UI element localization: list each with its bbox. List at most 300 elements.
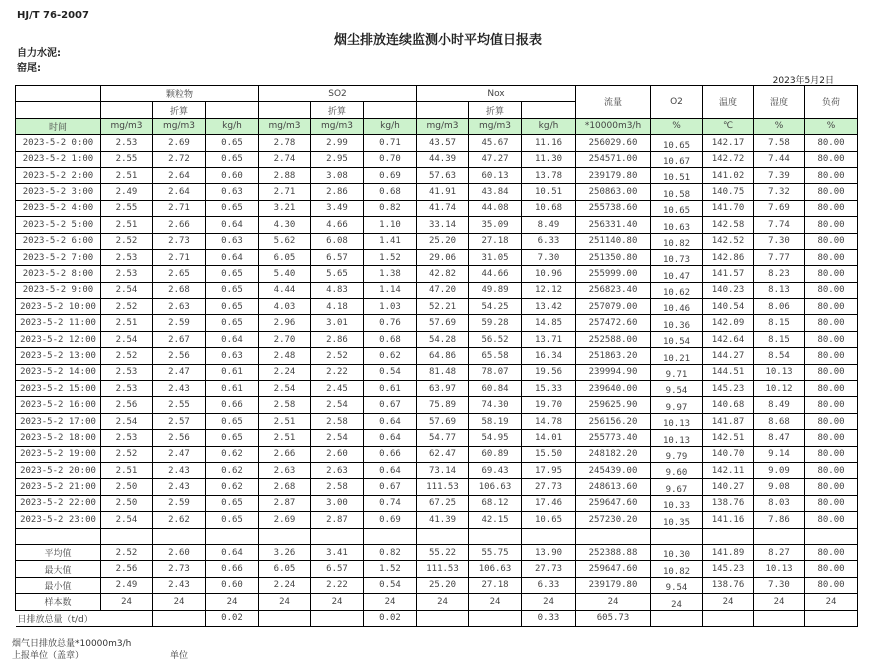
table-cell: 80.00	[805, 249, 858, 265]
table-cell: 248182.20	[576, 446, 651, 462]
table-cell: 2.56	[101, 397, 153, 413]
table-cell: 2.43	[153, 462, 206, 478]
row-label: 2023-5-2 22:00	[16, 495, 101, 511]
table-cell: 2.51	[101, 167, 153, 183]
table-cell: 7.44	[754, 151, 805, 167]
table-cell: 80.00	[805, 348, 858, 364]
table-cell: 33.14	[417, 217, 469, 233]
table-cell: 6.57	[311, 561, 364, 577]
table-cell: 141.57	[703, 266, 754, 282]
table-cell: 31.05	[469, 249, 522, 265]
table-cell: 80.00	[805, 479, 858, 495]
table-cell: 6.05	[259, 249, 311, 265]
table-cell: 10.30	[651, 544, 703, 560]
stats-row	[16, 594, 858, 610]
table-cell: 2.74	[259, 151, 311, 167]
table-cell: 2.22	[311, 577, 364, 593]
table-cell: 55.75	[469, 544, 522, 560]
flow-total: 605.73	[576, 610, 651, 626]
table-cell: 47.20	[417, 282, 469, 298]
table-cell: 140.54	[703, 299, 754, 315]
table-cell: 80.00	[805, 495, 858, 511]
table-cell: 24	[364, 594, 417, 610]
table-cell: 2.59	[153, 495, 206, 511]
table-cell: 106.63	[469, 561, 522, 577]
table-cell: 2.52	[101, 348, 153, 364]
table-cell: 3.08	[311, 167, 364, 183]
table-row	[16, 462, 858, 478]
row-label: 2023-5-2 12:00	[16, 331, 101, 347]
blank-cell	[153, 610, 206, 626]
table-row	[16, 167, 858, 183]
table-cell: 10.54	[651, 331, 703, 347]
table-cell: 142.51	[703, 430, 754, 446]
table-cell: 0.54	[364, 364, 417, 380]
table-cell: 8.49	[754, 397, 805, 413]
table-cell: 0.62	[364, 348, 417, 364]
table-cell: 24	[311, 594, 364, 610]
table-cell: 9.97	[651, 397, 703, 413]
table-cell: 2.63	[259, 462, 311, 478]
table-cell: 0.74	[364, 495, 417, 511]
standard-code: HJ/T 76-2007	[17, 10, 89, 21]
table-cell: 239179.80	[576, 167, 651, 183]
table-cell: 2.54	[101, 512, 153, 528]
table-cell: 4.18	[311, 299, 364, 315]
table-cell: 25.20	[417, 233, 469, 249]
blank-cell	[703, 610, 754, 626]
table-cell: 2.68	[259, 479, 311, 495]
row-label: 2023-5-2 13:00	[16, 348, 101, 364]
table-cell: 41.39	[417, 512, 469, 528]
table-cell: 2.43	[153, 577, 206, 593]
table-cell: 7.30	[754, 233, 805, 249]
table-cell: 0.64	[206, 217, 259, 233]
table-cell: 2.96	[259, 315, 311, 331]
table-cell: 248613.60	[576, 479, 651, 495]
table-cell: 0.64	[364, 430, 417, 446]
table-cell: 4.66	[311, 217, 364, 233]
table-cell: 8.03	[754, 495, 805, 511]
table-cell: 80.00	[805, 397, 858, 413]
table-cell: 2.50	[101, 495, 153, 511]
table-cell: 0.63	[206, 233, 259, 249]
header-temperature: 温度	[703, 86, 754, 119]
table-cell: 0.65	[206, 430, 259, 446]
table-cell: 2.60	[153, 544, 206, 560]
table-cell: 60.89	[469, 446, 522, 462]
table-cell: 1.41	[364, 233, 417, 249]
table-cell: 49.89	[469, 282, 522, 298]
table-cell: 140.27	[703, 479, 754, 495]
table-cell: 251140.80	[576, 233, 651, 249]
table-cell: 10.65	[522, 512, 576, 528]
table-cell: 0.62	[206, 462, 259, 478]
table-cell: 2.55	[153, 397, 206, 413]
table-cell: 2.56	[101, 561, 153, 577]
table-cell: 1.10	[364, 217, 417, 233]
blank-cell	[805, 610, 858, 626]
table-cell: 9.08	[754, 479, 805, 495]
table-cell: 0.82	[364, 544, 417, 560]
table-cell: 257079.00	[576, 299, 651, 315]
table-cell: 80.00	[805, 282, 858, 298]
table-cell: 142.58	[703, 217, 754, 233]
table-cell: 256029.60	[576, 135, 651, 151]
table-cell: 44.66	[469, 266, 522, 282]
header-blank	[16, 102, 101, 118]
blank-cell	[576, 528, 651, 544]
table-cell: 10.73	[651, 249, 703, 265]
table-cell: 2.88	[259, 167, 311, 183]
table-cell: 0.65	[206, 413, 259, 429]
table-cell: 142.72	[703, 151, 754, 167]
table-cell: 4.83	[311, 282, 364, 298]
table-cell: 257472.60	[576, 315, 651, 331]
unit-cell: ℃	[703, 118, 754, 134]
table-cell: 0.68	[364, 184, 417, 200]
unit-cell: %	[754, 118, 805, 134]
unit-cell: kg/h	[522, 118, 576, 134]
table-cell: 24	[417, 594, 469, 610]
table-cell: 3.00	[311, 495, 364, 511]
table-cell: 141.87	[703, 413, 754, 429]
row-label: 2023-5-2 2:00	[16, 167, 101, 183]
table-cell: 254571.00	[576, 151, 651, 167]
table-cell: 111.53	[417, 479, 469, 495]
table-cell: 69.43	[469, 462, 522, 478]
table-cell: 140.23	[703, 282, 754, 298]
table-cell: 9.54	[651, 577, 703, 593]
table-cell: 144.51	[703, 364, 754, 380]
table-cell: 255999.00	[576, 266, 651, 282]
table-cell: 3.21	[259, 200, 311, 216]
table-cell: 24	[703, 594, 754, 610]
table-cell: 2.63	[311, 462, 364, 478]
blank-cell	[259, 610, 311, 626]
table-cell: 27.18	[469, 233, 522, 249]
table-cell: 142.17	[703, 135, 754, 151]
table-cell: 6.33	[522, 577, 576, 593]
table-cell: 8.15	[754, 315, 805, 331]
table-cell: 80.00	[805, 364, 858, 380]
table-cell: 80.00	[805, 577, 858, 593]
blank-cell	[522, 528, 576, 544]
table-cell: 141.16	[703, 512, 754, 528]
table-cell: 0.65	[206, 512, 259, 528]
row-label: 最大值	[16, 561, 101, 577]
table-row	[16, 331, 858, 347]
table-cell: 2.49	[101, 184, 153, 200]
unit-cell: mg/m3	[311, 118, 364, 134]
table-cell: 8.23	[754, 266, 805, 282]
table-cell: 2.71	[153, 249, 206, 265]
row-label: 2023-5-2 21:00	[16, 479, 101, 495]
table-cell: 13.78	[522, 167, 576, 183]
table-cell: 2.99	[311, 135, 364, 151]
table-cell: 0.76	[364, 315, 417, 331]
table-cell: 255738.60	[576, 200, 651, 216]
table-row	[16, 233, 858, 249]
table-cell: 80.00	[805, 299, 858, 315]
unit-cell: mg/m3	[153, 118, 206, 134]
header-blank	[417, 102, 469, 118]
header-row-groups	[16, 86, 858, 102]
table-cell: 2.52	[101, 233, 153, 249]
table-cell: 145.23	[703, 381, 754, 397]
table-cell: 2.64	[153, 184, 206, 200]
table-cell: 80.00	[805, 544, 858, 560]
table-cell: 47.27	[469, 151, 522, 167]
table-cell: 250863.00	[576, 184, 651, 200]
table-cell: 55.22	[417, 544, 469, 560]
so2-total: 0.02	[364, 610, 417, 626]
unit-cell: mg/m3	[259, 118, 311, 134]
table-cell: 10.13	[651, 413, 703, 429]
table-row	[16, 348, 858, 364]
table-cell: 2.71	[259, 184, 311, 200]
row-label: 2023-5-2 8:00	[16, 266, 101, 282]
table-cell: 6.33	[522, 233, 576, 249]
table-cell: 52.21	[417, 299, 469, 315]
table-cell: 2.67	[153, 331, 206, 347]
table-cell: 1.52	[364, 249, 417, 265]
table-cell: 10.35	[651, 512, 703, 528]
row-label: 2023-5-2 9:00	[16, 282, 101, 298]
table-cell: 24	[259, 594, 311, 610]
table-cell: 2.62	[153, 512, 206, 528]
row-label: 2023-5-2 11:00	[16, 315, 101, 331]
blank-row	[16, 528, 858, 544]
table-cell: 0.61	[206, 381, 259, 397]
stats-row	[16, 544, 858, 560]
table-cell: 15.33	[522, 381, 576, 397]
table-cell: 0.67	[364, 479, 417, 495]
table-cell: 2.95	[311, 151, 364, 167]
table-cell: 24	[101, 594, 153, 610]
table-cell: 142.86	[703, 249, 754, 265]
header-converted-particulate: 折算	[153, 102, 206, 118]
blank-cell	[364, 528, 417, 544]
table-cell: 27.18	[469, 577, 522, 593]
table-row	[16, 397, 858, 413]
table-cell: 41.91	[417, 184, 469, 200]
blank-cell	[206, 528, 259, 544]
table-row	[16, 184, 858, 200]
table-cell: 10.68	[522, 200, 576, 216]
table-cell: 6.05	[259, 561, 311, 577]
table-cell: 2.50	[101, 479, 153, 495]
row-label: 2023-5-2 16:00	[16, 397, 101, 413]
header-load: 负荷	[805, 86, 858, 119]
table-cell: 14.78	[522, 413, 576, 429]
table-cell: 80.00	[805, 151, 858, 167]
table-cell: 24	[153, 594, 206, 610]
table-cell: 58.19	[469, 413, 522, 429]
table-cell: 10.65	[651, 135, 703, 151]
table-cell: 9.67	[651, 479, 703, 495]
table-cell: 73.14	[417, 462, 469, 478]
table-cell: 2.60	[311, 446, 364, 462]
table-cell: 2.69	[153, 135, 206, 151]
table-cell: 2.43	[153, 479, 206, 495]
table-cell: 81.48	[417, 364, 469, 380]
table-cell: 0.68	[364, 331, 417, 347]
table-cell: 11.16	[522, 135, 576, 151]
report-date: 2023年5月2日	[772, 76, 834, 86]
table-cell: 10.13	[651, 430, 703, 446]
table-cell: 8.49	[522, 217, 576, 233]
table-cell: 2.55	[101, 200, 153, 216]
table-cell: 259647.60	[576, 561, 651, 577]
blank-cell	[417, 610, 469, 626]
table-cell: 140.68	[703, 397, 754, 413]
table-cell: 2.56	[153, 430, 206, 446]
table-cell: 2.49	[101, 577, 153, 593]
table-cell: 14.01	[522, 430, 576, 446]
blank-cell	[469, 528, 522, 544]
table-cell: 2.47	[153, 364, 206, 380]
table-cell: 2.51	[101, 462, 153, 478]
table-cell: 9.09	[754, 462, 805, 478]
table-cell: 0.69	[364, 167, 417, 183]
table-cell: 2.54	[311, 430, 364, 446]
table-cell: 80.00	[805, 233, 858, 249]
blank-cell	[469, 610, 522, 626]
unit-cell: mg/m3	[469, 118, 522, 134]
table-cell: 7.77	[754, 249, 805, 265]
row-label: 2023-5-2 15:00	[16, 381, 101, 397]
nox-total: 0.33	[522, 610, 576, 626]
table-cell: 2.58	[311, 479, 364, 495]
table-cell: 17.46	[522, 495, 576, 511]
table-cell: 0.54	[364, 577, 417, 593]
row-label: 2023-5-2 1:00	[16, 151, 101, 167]
table-cell: 12.12	[522, 282, 576, 298]
row-label: 2023-5-2 6:00	[16, 233, 101, 249]
table-cell: 4.03	[259, 299, 311, 315]
row-label: 2023-5-2 23:00	[16, 512, 101, 528]
table-cell: 145.23	[703, 561, 754, 577]
header-converted-nox: 折算	[469, 102, 522, 118]
table-cell: 0.65	[206, 299, 259, 315]
table-cell: 259647.60	[576, 495, 651, 511]
unit-label: 单位	[170, 651, 189, 661]
table-cell: 60.84	[469, 381, 522, 397]
table-cell: 5.65	[311, 266, 364, 282]
table-row	[16, 512, 858, 528]
table-cell: 8.15	[754, 331, 805, 347]
table-row	[16, 135, 858, 151]
table-cell: 2.71	[153, 200, 206, 216]
table-cell: 0.64	[364, 413, 417, 429]
table-cell: 4.44	[259, 282, 311, 298]
table-cell: 2.64	[153, 167, 206, 183]
table-cell: 5.62	[259, 233, 311, 249]
blank-cell	[754, 610, 805, 626]
blank-cell	[651, 528, 703, 544]
table-cell: 80.00	[805, 561, 858, 577]
table-cell: 0.64	[206, 249, 259, 265]
table-cell: 6.57	[311, 249, 364, 265]
table-row	[16, 266, 858, 282]
table-cell: 9.71	[651, 364, 703, 380]
table-cell: 42.82	[417, 266, 469, 282]
kiln-label: 窑尾:	[17, 63, 41, 74]
table-cell: 80.00	[805, 430, 858, 446]
table-cell: 2.47	[153, 446, 206, 462]
header-nox: Nox	[417, 86, 576, 102]
table-cell: 10.46	[651, 299, 703, 315]
table-row	[16, 495, 858, 511]
table-row	[16, 315, 858, 331]
header-time: 时间	[16, 118, 101, 134]
table-cell: 2.22	[311, 364, 364, 380]
table-cell: 0.65	[206, 315, 259, 331]
table-cell: 0.65	[206, 200, 259, 216]
table-cell: 3.01	[311, 315, 364, 331]
row-label: 2023-5-2 5:00	[16, 217, 101, 233]
table-cell: 80.00	[805, 200, 858, 216]
table-cell: 67.25	[417, 495, 469, 511]
table-cell: 54.28	[417, 331, 469, 347]
table-cell: 24	[206, 594, 259, 610]
table-cell: 0.66	[206, 397, 259, 413]
table-cell: 19.70	[522, 397, 576, 413]
blank-cell	[651, 610, 703, 626]
table-cell: 68.12	[469, 495, 522, 511]
table-cell: 256331.40	[576, 217, 651, 233]
table-cell: 7.69	[754, 200, 805, 216]
table-cell: 16.34	[522, 348, 576, 364]
table-cell: 142.64	[703, 331, 754, 347]
table-cell: 140.70	[703, 446, 754, 462]
table-cell: 256156.20	[576, 413, 651, 429]
table-cell: 80.00	[805, 381, 858, 397]
table-cell: 2.57	[153, 413, 206, 429]
table-cell: 13.42	[522, 299, 576, 315]
row-label: 2023-5-2 4:00	[16, 200, 101, 216]
table-cell: 7.30	[754, 577, 805, 593]
table-cell: 141.89	[703, 544, 754, 560]
table-cell: 78.07	[469, 364, 522, 380]
table-cell: 2.66	[153, 217, 206, 233]
table-cell: 9.79	[651, 446, 703, 462]
table-cell: 2.54	[311, 397, 364, 413]
table-cell: 2.48	[259, 348, 311, 364]
table-cell: 10.67	[651, 151, 703, 167]
table-cell: 2.45	[311, 381, 364, 397]
table-cell: 44.39	[417, 151, 469, 167]
table-cell: 138.76	[703, 577, 754, 593]
table-cell: 2.51	[101, 315, 153, 331]
table-cell: 0.60	[206, 167, 259, 183]
table-cell: 252588.00	[576, 331, 651, 347]
table-cell: 59.28	[469, 315, 522, 331]
unit-cell: *10000m3/h	[576, 118, 651, 134]
row-label: 2023-5-2 20:00	[16, 462, 101, 478]
table-row	[16, 381, 858, 397]
table-cell: 2.72	[153, 151, 206, 167]
table-cell: 24	[522, 594, 576, 610]
row-label: 2023-5-2 14:00	[16, 364, 101, 380]
table-cell: 14.85	[522, 315, 576, 331]
table-cell: 255773.40	[576, 430, 651, 446]
table-cell: 142.11	[703, 462, 754, 478]
table-cell: 8.68	[754, 413, 805, 429]
table-cell: 1.38	[364, 266, 417, 282]
table-cell: 44.08	[469, 200, 522, 216]
